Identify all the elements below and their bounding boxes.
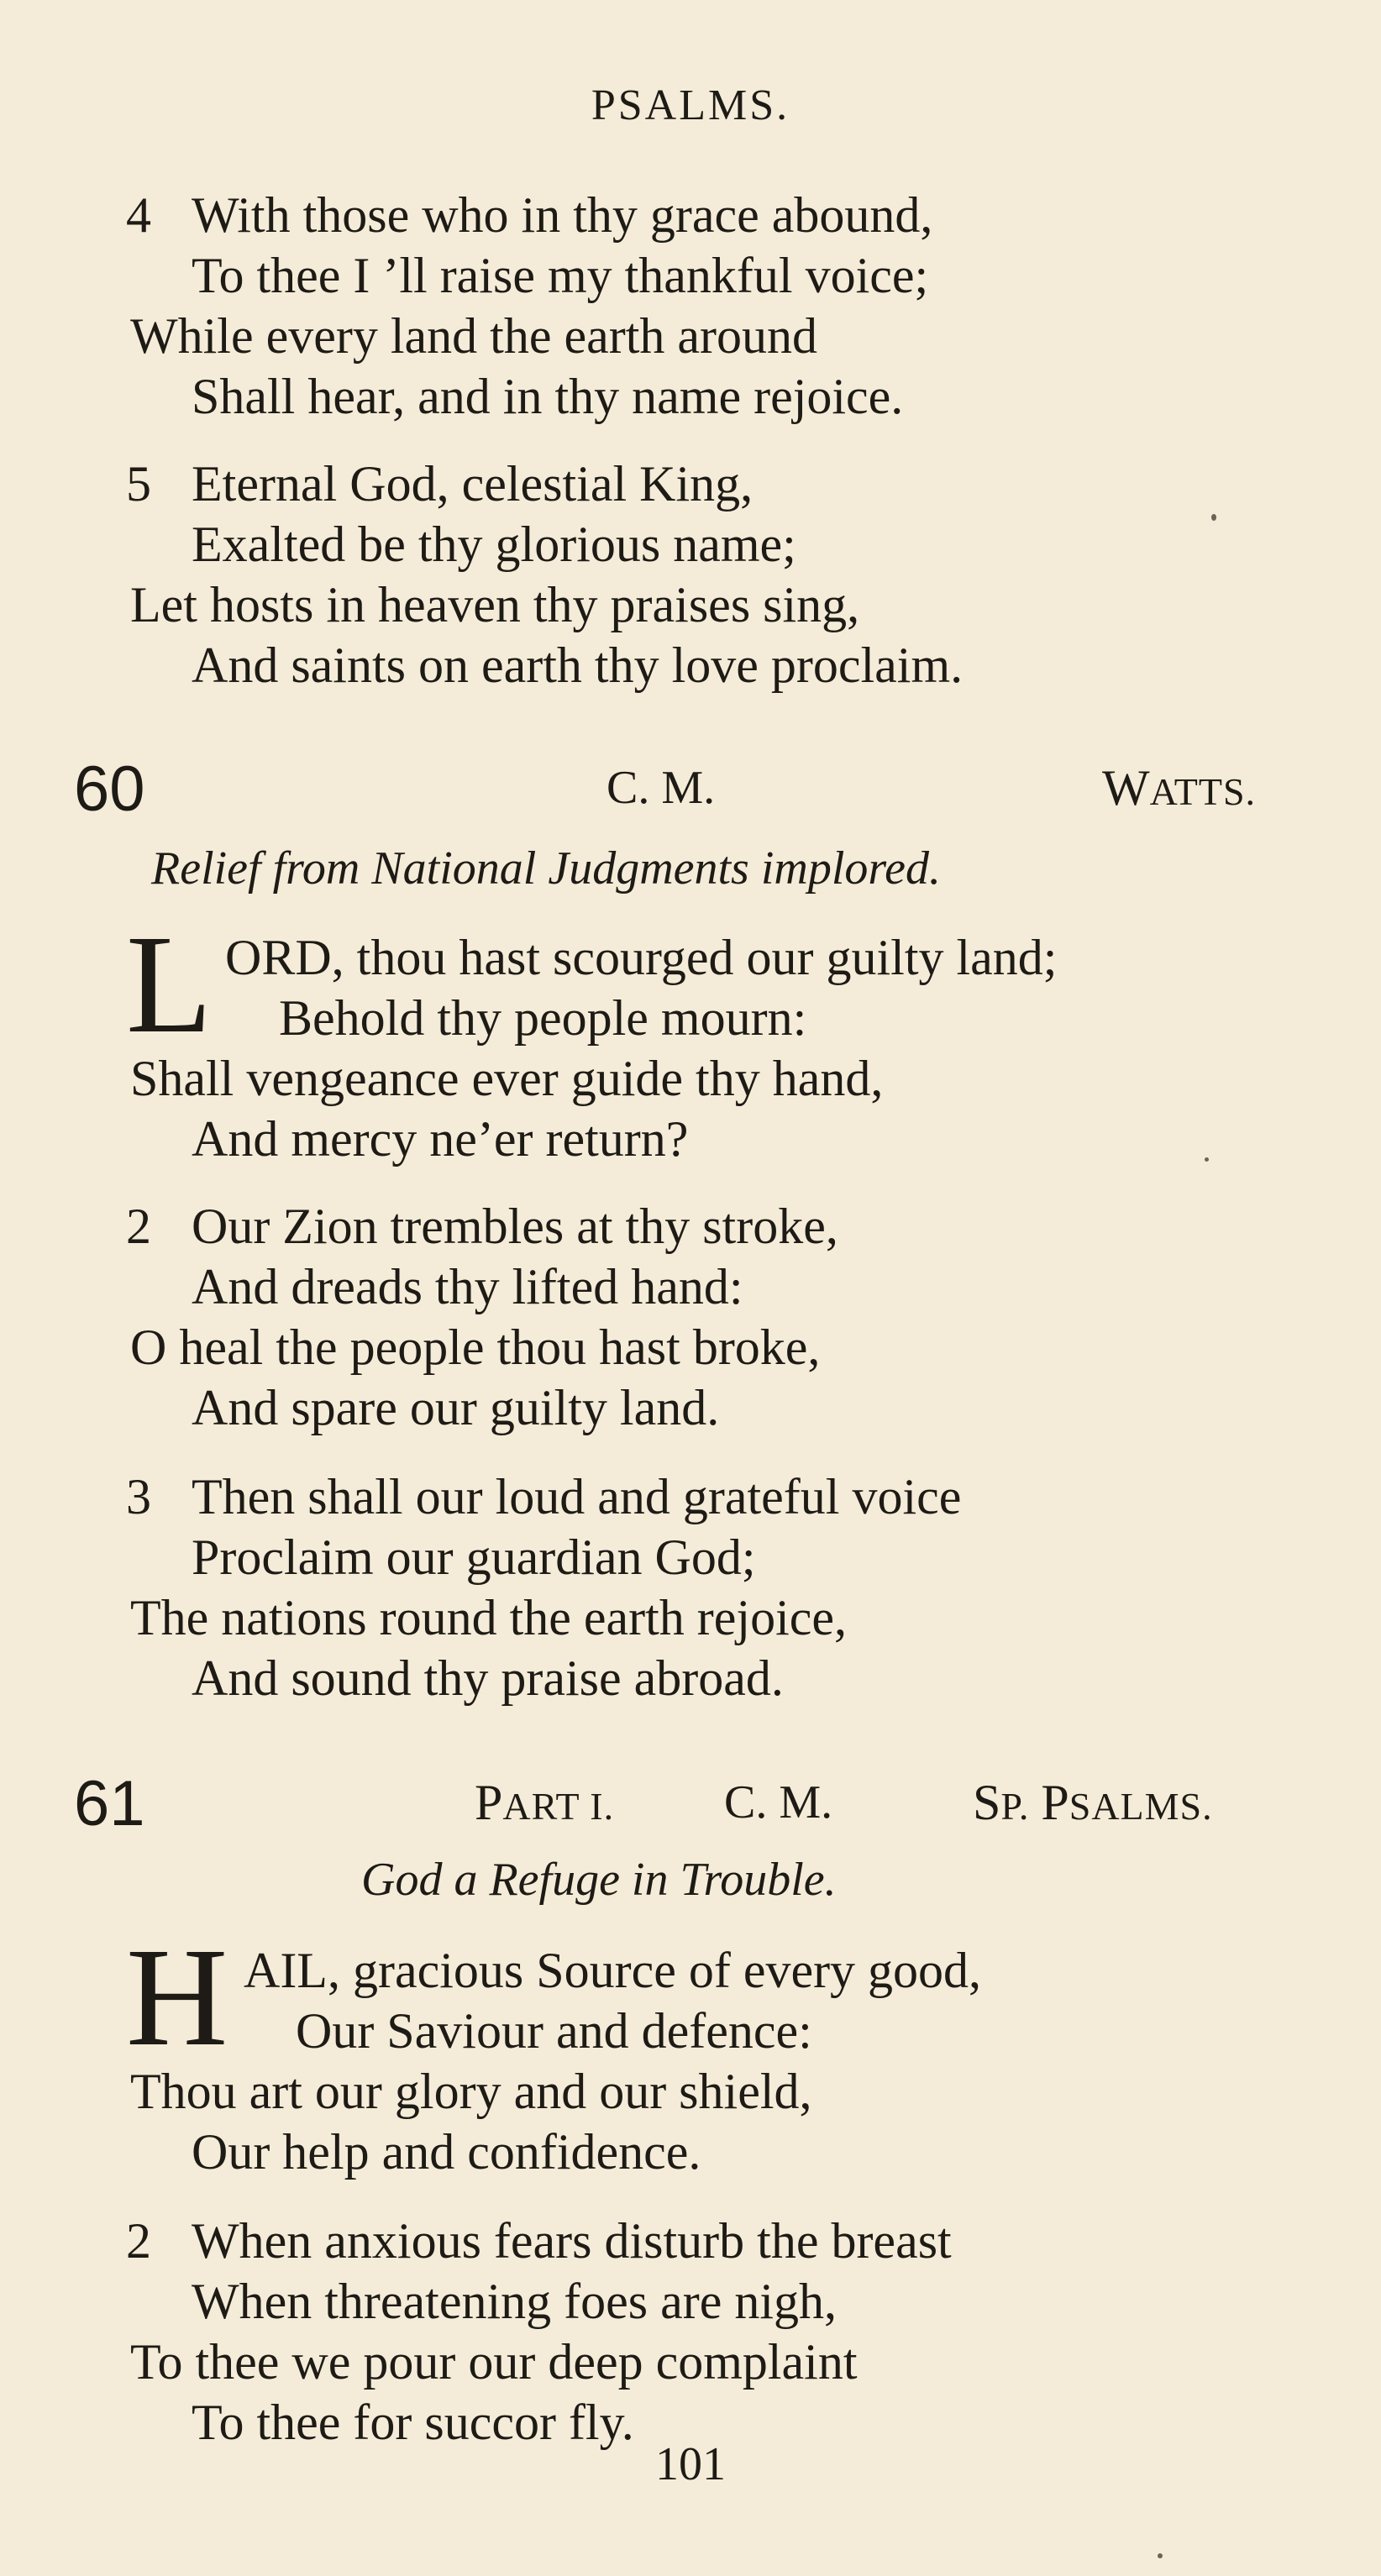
hymn-source: SP. PSALMS. — [973, 1775, 1213, 1830]
print-speck — [1158, 2553, 1163, 2558]
running-head: PSALMS. — [591, 81, 790, 129]
hymn-author: WATTS. — [1102, 760, 1257, 816]
verse-line: ORD, thou hast scourged our guilty land; — [225, 930, 1058, 985]
hymn-meter: C. M. — [606, 762, 716, 814]
verse-line: AIL, gracious Source of every good, — [244, 1943, 982, 1998]
verse-line: Shall hear, and in thy name rejoice. — [192, 369, 904, 424]
verse-line: And dreads thy lifted hand: — [192, 1259, 743, 1314]
verse-line: Thou art our glory and our shield, — [130, 2064, 812, 2119]
verse-line: The nations round the earth rejoice, — [130, 1590, 848, 1645]
verse-line: Behold thy people mourn: — [279, 990, 807, 1046]
stanza-number: 2 — [126, 1199, 151, 1254]
hymn-title: Relief from National Judgments implored. — [151, 842, 941, 895]
verse-line: With those who in thy grace abound, — [192, 187, 933, 243]
verse-line: And spare our guilty land. — [192, 1380, 720, 1435]
verse-line: And saints on earth thy love proclaim. — [192, 637, 964, 693]
verse-line: When anxious fears disturb the breast — [192, 2213, 952, 2269]
drop-capital: L — [126, 906, 213, 1062]
hymn-number: 61 — [74, 1768, 145, 1839]
verse-line: Our Zion trembles at thy stroke, — [192, 1199, 838, 1254]
verse-line: To thee I ’ll raise my thankful voice; — [192, 248, 929, 303]
verse-line: Exalted be thy glorious name; — [192, 517, 796, 572]
hymn-meter: C. M. — [724, 1776, 833, 1828]
verse-line: Then shall our loud and grateful voice — [192, 1469, 962, 1524]
verse-line: Our Saviour and defence: — [296, 2003, 812, 2059]
verse-line: And mercy ne’er return? — [192, 1111, 689, 1167]
stanza-number: 2 — [126, 2213, 151, 2269]
verse-line: And sound thy praise abroad. — [192, 1650, 784, 1706]
hymn-part: PART I. — [475, 1775, 615, 1830]
page-number: 101 — [655, 2438, 726, 2490]
stanza-number: 3 — [126, 1469, 151, 1524]
verse-line: Proclaim our guardian God; — [192, 1529, 756, 1585]
verse-line: To thee we pour our deep complaint — [130, 2334, 858, 2390]
stanza-number: 5 — [126, 456, 151, 512]
hymn-number: 60 — [74, 753, 145, 825]
hymn-title: God a Refuge in Trouble. — [361, 1854, 837, 1906]
verse-line: While every land the earth around — [130, 308, 817, 364]
verse-line: Our help and confidence. — [192, 2124, 701, 2180]
verse-line: To thee for succor fly. — [192, 2395, 634, 2450]
verse-line: Shall vengeance ever guide thy hand, — [130, 1051, 884, 1106]
print-speck — [1205, 1157, 1209, 1162]
verse-line: Eternal God, celestial King, — [192, 456, 754, 512]
verse-line: Let hosts in heaven thy praises sing, — [130, 577, 860, 632]
verse-line: When threatening foes are nigh, — [192, 2274, 838, 2329]
print-speck — [1211, 514, 1216, 521]
stanza-number: 4 — [126, 187, 151, 243]
drop-capital: H — [126, 1919, 228, 2075]
verse-line: O heal the people thou hast broke, — [130, 1319, 821, 1375]
